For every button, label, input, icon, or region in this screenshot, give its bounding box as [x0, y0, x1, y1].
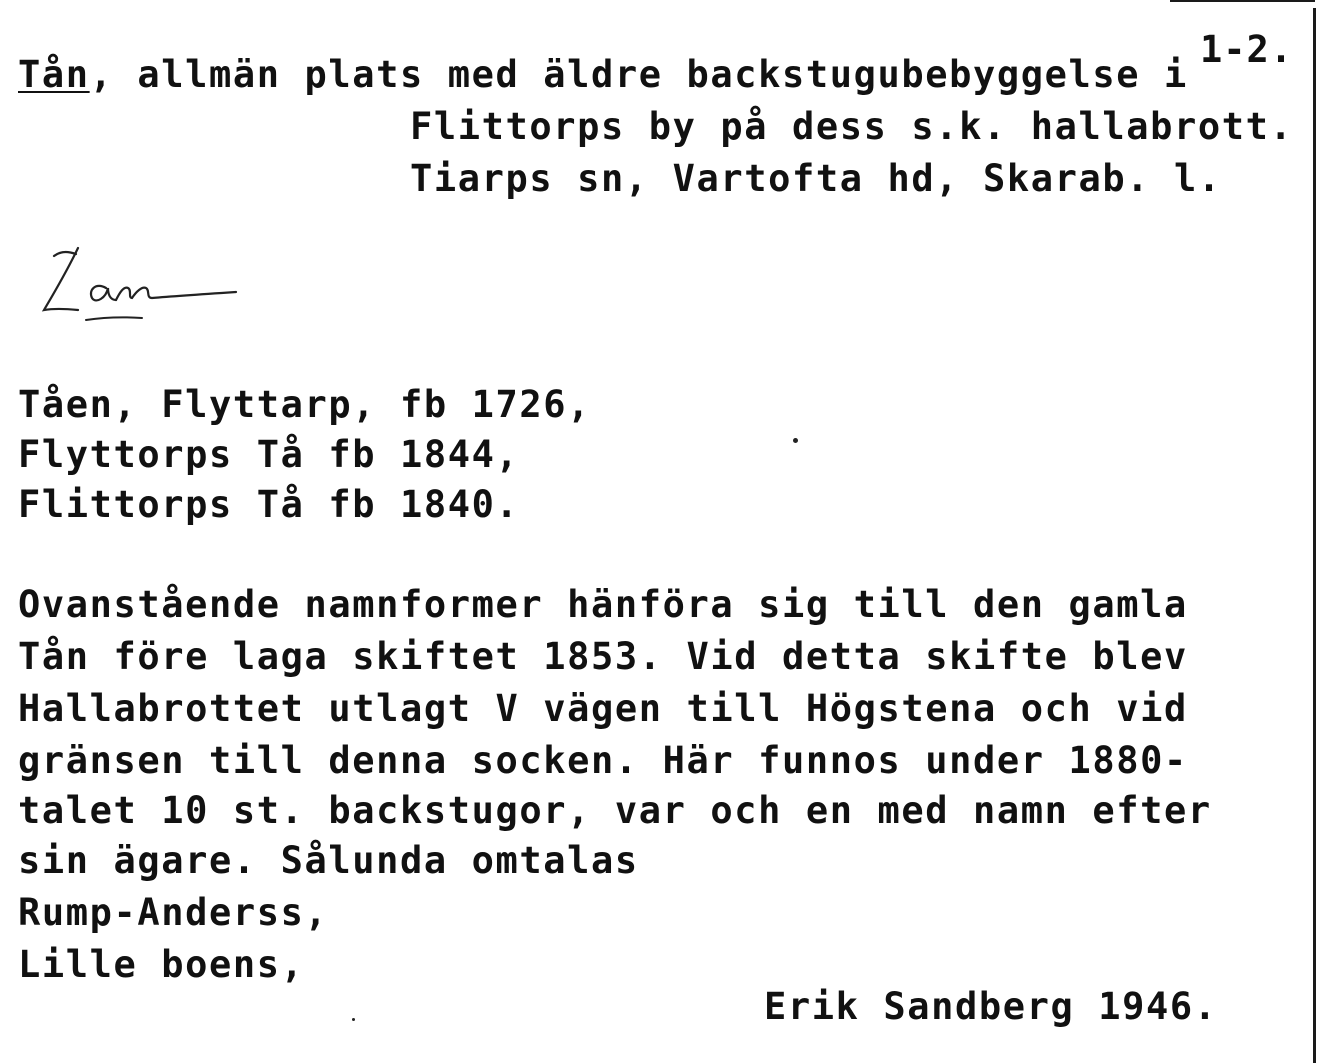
body-line-7: Rump-Anderss,	[18, 891, 329, 934]
body-line-2: Tån före laga skiftet 1853. Vid detta skifte blev	[18, 635, 1188, 678]
signature: Erik Sandberg 1946.	[764, 985, 1218, 1028]
ink-speck	[793, 438, 798, 443]
heading-line-2: Flittorps by på dess s.k. hallabrott.	[410, 105, 1294, 148]
card-right-edge	[1313, 8, 1316, 1063]
body-line-1: Ovanstående namnformer hänföra sig till den gamla	[18, 583, 1188, 626]
name-form-2: Flyttorps Tå fb 1844,	[18, 433, 520, 476]
ink-speck	[352, 1018, 355, 1021]
body-line-8: Lille boens,	[18, 943, 305, 986]
heading-line-3: Tiarps sn, Vartofta hd, Skarab. l.	[410, 157, 1222, 200]
place-name: Tån	[18, 53, 90, 96]
body-line-6: sin ägare. Sålunda omtalas	[18, 839, 639, 882]
card-top-edge	[1170, 0, 1315, 2]
heading-description: , allmän plats med äldre backstugubebyggelse i	[89, 53, 1188, 96]
handwritten-name	[36, 238, 246, 328]
body-line-4: gränsen till denna socken. Här funnos under 1880-	[18, 739, 1188, 782]
card-number: 1-2.	[1200, 28, 1294, 71]
body-line-3: Hallabrottet utlagt V vägen till Högstena och vid	[18, 687, 1188, 730]
heading-line-1	[18, 53, 1188, 96]
name-form-1: Tåen, Flyttarp, fb 1726,	[18, 383, 592, 426]
body-line-5: talet 10 st. backstugor, var och en med namn efter	[18, 789, 1212, 832]
name-form-3: Flittorps Tå fb 1840.	[18, 483, 520, 526]
